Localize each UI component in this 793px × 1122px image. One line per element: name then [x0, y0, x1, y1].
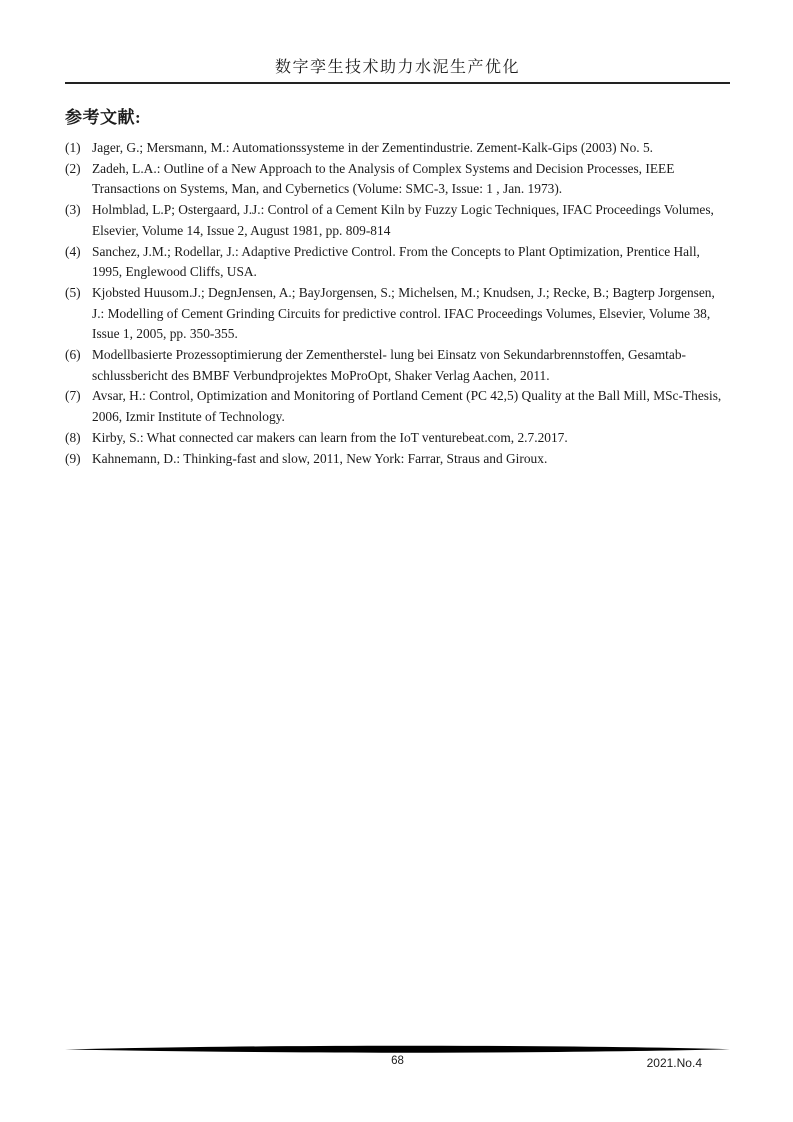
reference-text: Sanchez, J.M.; Rodellar, J.: Adaptive Predictive Control. From the Concepts to Plant Optimization, Prentice Hall, 1995, Englewood Cliffs, USA. — [92, 243, 700, 280]
reference-item-6 — [65, 345, 730, 386]
reference-text: Kirby, S.: What connected car makers can learn from the IoT venturebeat.com, 2.7.2017. — [92, 429, 568, 445]
reference-marker: (6) — [65, 347, 81, 363]
reference-item-5 — [65, 283, 730, 345]
reference-text: Holmblad, L.P; Ostergaard, J.J.: Control of a Cement Kiln by Fuzzy Logic Techniques, IFAC Proceedings Volumes, Elsevier, Volume 14, Issue 2, August 1981, pp. 809-814 — [92, 202, 714, 238]
reference-text: Kahnemann, D.: Thinking-fast and slow, 2011, New York: Farrar, Straus and Giroux. — [92, 450, 548, 466]
reference-marker: (3) — [65, 202, 81, 218]
page-number: 68 — [391, 1055, 404, 1067]
reference-item-4 — [65, 242, 730, 283]
tapered-rule-shape — [65, 1044, 730, 1055]
reference-marker: (1) — [65, 140, 81, 155]
reference-text: Avsar, H.: Control, Optimization and Monitoring of Portland Cement (PC 42,5) Quality at the Ball Mill, MSc-Thesis, 2006, Izmir Institute of Technology. — [92, 388, 722, 425]
reference-item-1 — [65, 138, 730, 159]
reference-item-9 — [65, 449, 730, 470]
reference-item-8 — [65, 428, 730, 449]
reference-marker: (2) — [65, 160, 81, 176]
reference-text: Zadeh, L.A.: Outline of a New Approach to the Analysis of Complex Systems and Decision Processes, IEEE Transactions on Systems, Man, and Cybernetics (Volume: SMC-3, Issue: 1 , Jan. 1973). — [92, 160, 675, 197]
reference-item-7 — [65, 386, 730, 427]
reference-text: Jager, G.; Mersmann, M.: Automationssysteme in der Zementindustrie. Zement-Kalk-Gips (2003) No. 5. — [92, 140, 654, 155]
references-heading: 参考文献: — [65, 108, 142, 127]
footer-rule-bar — [65, 1044, 730, 1055]
running-head-title: 数字孪生技术助力水泥生产优化 — [274, 59, 520, 76]
reference-marker: (9) — [65, 450, 81, 466]
reference-marker: (4) — [65, 243, 81, 259]
issue-number: 2021.No.4 — [646, 1056, 702, 1070]
reference-text: Modellbasierte Prozessoptimierung der Zementherstel- lung bei Einsatz von Sekundarbrennstoffen, Gesamtab-schlussbericht des BMBF Verbundprojektes MoProOpt, Shaker Verlag Aachen, 2011. — [92, 347, 686, 383]
reference-item-3 — [65, 200, 730, 241]
footer — [65, 1055, 730, 1073]
reference-item-2 — [65, 159, 730, 200]
reference-marker: (5) — [65, 284, 81, 300]
reference-marker: (8) — [65, 429, 81, 445]
reference-marker: (7) — [65, 388, 81, 404]
header-rule — [65, 82, 730, 84]
reference-text: Kjobsted Huusom.J.; DegnJensen, A.; BayJorgensen, S.; Michelsen, M.; Knudsen, J.; Recke, B.; Bagterp Jorgensen, J.: Modelling of Cement Grinding Circuits for predictive control. IFAC Proceedings Volumes, Elsevier, Volume 38, Issue 1, 2005, pp. 350-355. — [92, 284, 715, 342]
references-list — [65, 138, 730, 469]
references-section — [65, 106, 730, 469]
